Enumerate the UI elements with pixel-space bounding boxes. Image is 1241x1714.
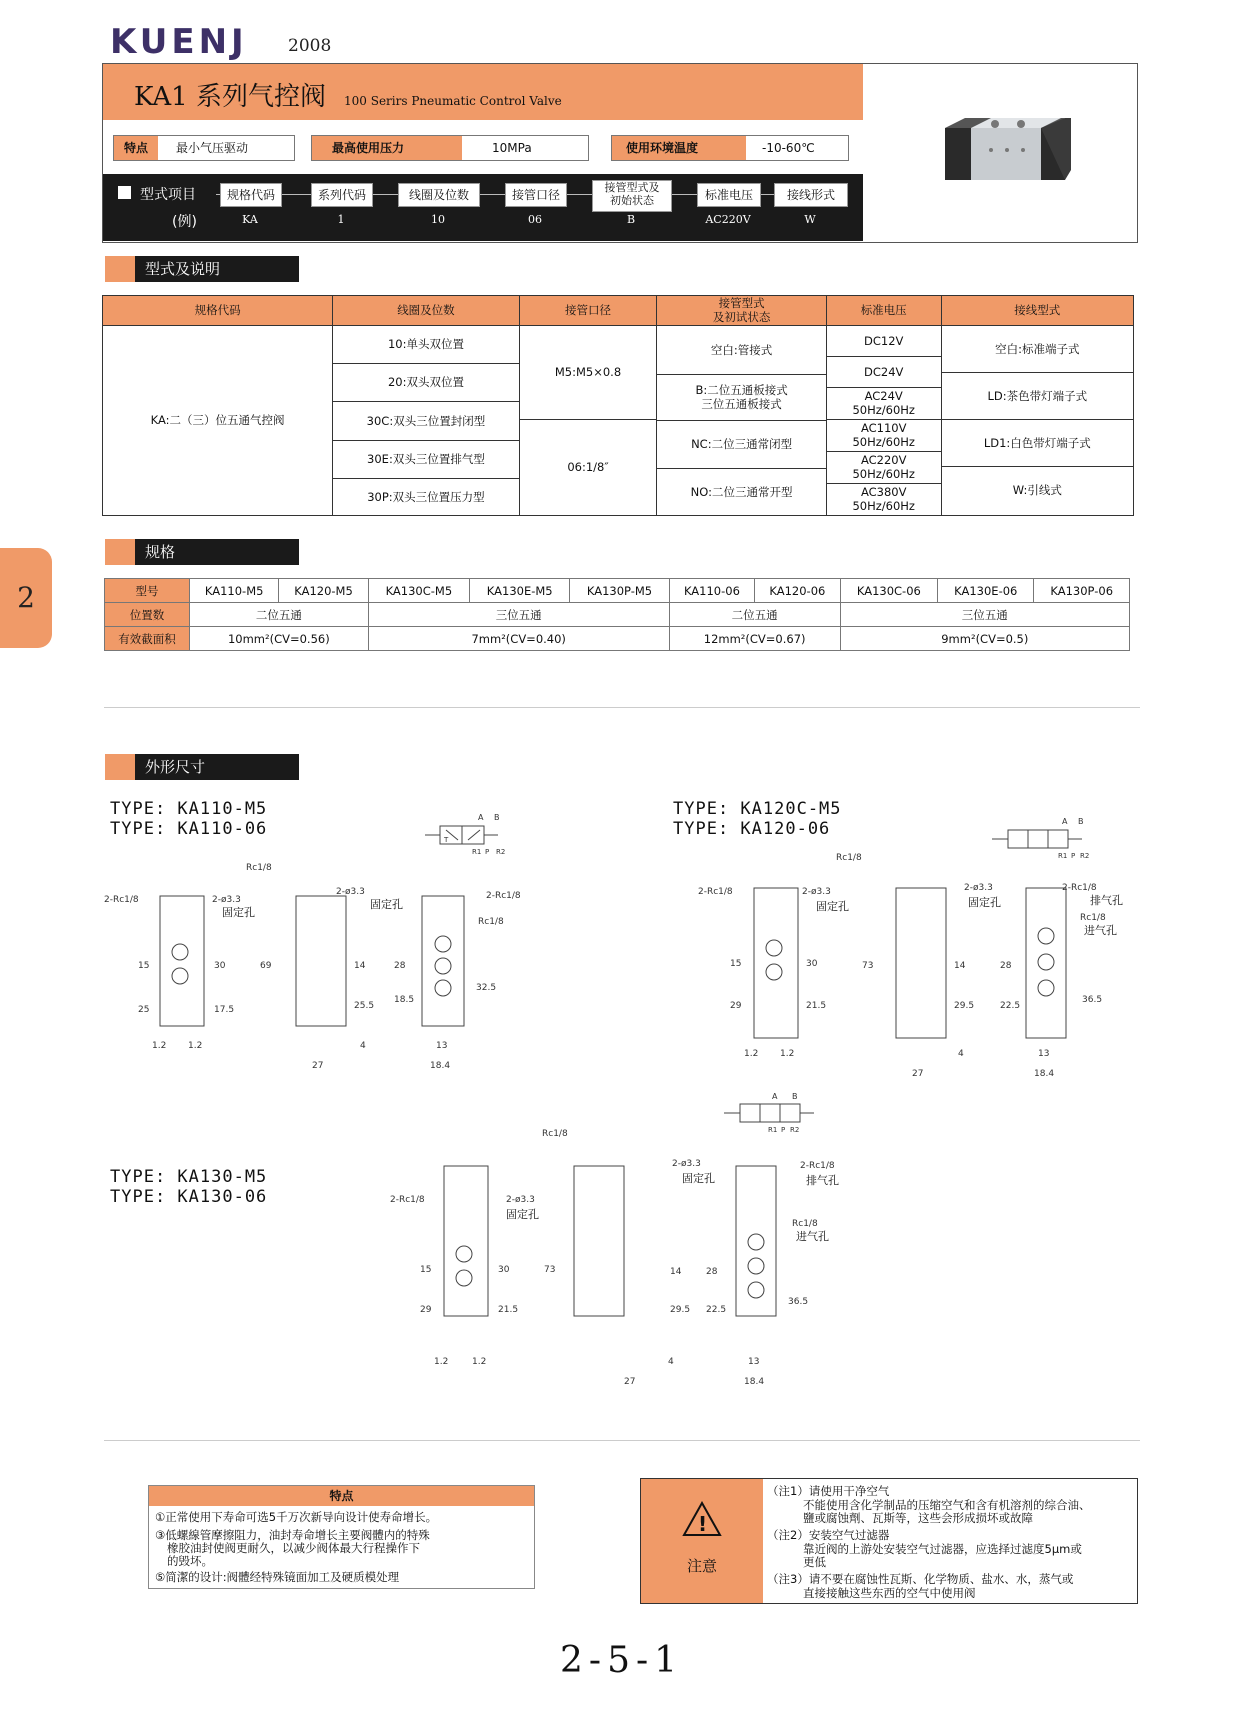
model-cell: KA130E-M5 (470, 579, 570, 603)
wiring-option: 空白:标准端子式 (942, 326, 1133, 373)
warning-icon (682, 1501, 722, 1537)
page-title: KA1 系列气控阀 (134, 82, 326, 112)
voltage-option: DC24V (827, 357, 941, 388)
svg-text:固定孔: 固定孔 (506, 1208, 539, 1221)
svg-text:22.5: 22.5 (1000, 1001, 1021, 1011)
svg-text:14: 14 (670, 1267, 682, 1277)
table-header: 线圈及位数 (333, 296, 519, 326)
port-type-option: NC:二位三通常闭型 (657, 421, 825, 469)
page-number: 2-5-1 (560, 1640, 684, 1681)
voltage-option: AC380V 50Hz/60Hz (852, 484, 915, 513)
model-cell: KA130C-M5 (368, 579, 469, 603)
svg-text:69: 69 (260, 961, 272, 971)
svg-text:1.2: 1.2 (780, 1049, 795, 1059)
table-header: 接线型式 (941, 296, 1133, 326)
model-cell: KA130C-06 (840, 579, 937, 603)
svg-text:14: 14 (954, 961, 966, 971)
code-example: 06 (528, 213, 542, 226)
wiring-option: W:引线式 (1012, 483, 1062, 497)
caution-note-1: （注1）请使用干净空气 不能使用含化学制品的压缩空气和含有机溶剂的综合油、 鹽或腐蚀劑、瓦斯等，这些会形成损坏或故障 (767, 1484, 1091, 1525)
svg-text:Rc1/8: Rc1/8 (1080, 913, 1106, 923)
svg-text:排气孔: 排气孔 (1090, 894, 1123, 907)
svg-text:A: A (478, 813, 484, 822)
svg-text:!: ! (698, 1512, 708, 1536)
feature-line: 橡胶油封使阀更耐久，以减少阀体最大行程操作下 (167, 1541, 420, 1555)
svg-text:B: B (494, 813, 500, 822)
svg-text:4: 4 (360, 1041, 366, 1051)
example-label: (例) (172, 214, 197, 230)
caution-box (640, 1478, 1138, 1604)
brand-year: 2008 (288, 36, 332, 56)
section-spec-label: 规格 (105, 539, 299, 565)
svg-text:15: 15 (138, 961, 150, 971)
svg-text:2-Rc1/8: 2-Rc1/8 (698, 887, 733, 897)
svg-text:21.5: 21.5 (498, 1305, 519, 1315)
svg-text:Rc1/8: Rc1/8 (246, 863, 272, 873)
model-cell: KA130E-06 (938, 579, 1034, 603)
divider (104, 1440, 1140, 1441)
port-option: 06:1/8″ (567, 460, 609, 474)
table-header: 规格代码 (103, 296, 333, 326)
svg-text:2-ø3.3: 2-ø3.3 (506, 1195, 535, 1205)
voltage-option: AC24V 50Hz/60Hz (827, 388, 941, 420)
model-cell: KA110-06 (669, 579, 754, 603)
section-dimension-label: 外形尺寸 (105, 754, 299, 780)
code-item: 接管口径 (505, 183, 567, 207)
svg-text:30: 30 (498, 1265, 510, 1275)
port-type-option: NO:二位三通常开型 (690, 485, 793, 499)
svg-text:2-ø3.3: 2-ø3.3 (672, 1159, 701, 1169)
model-table (102, 295, 1134, 516)
svg-text:R1: R1 (1058, 852, 1068, 860)
svg-text:18.5: 18.5 (394, 995, 415, 1005)
feature-line: ⑤简潔的设计:阀體经特殊镜面加工及硬质模处理 (155, 1570, 400, 1584)
svg-text:36.5: 36.5 (1082, 995, 1103, 1005)
code-example: AC220V (705, 213, 751, 226)
code-item: 接管型式及 初始状态 (592, 180, 672, 212)
svg-text:1.2: 1.2 (152, 1041, 167, 1051)
model-cell: KA120-M5 (279, 579, 368, 603)
svg-text:18.4: 18.4 (430, 1061, 451, 1071)
svg-text:2-ø3.3: 2-ø3.3 (802, 887, 831, 897)
model-cell: KA110-M5 (190, 579, 279, 603)
features-title: 特点 (149, 1486, 534, 1506)
model-label: 型式项目 (140, 187, 196, 203)
svg-text:2-Rc1/8: 2-Rc1/8 (104, 895, 139, 905)
svg-text:29.5: 29.5 (954, 1001, 975, 1011)
wiring-option: LD1:白色带灯端子式 (942, 420, 1133, 467)
table-header: 接管型式 及初试状态 (657, 296, 826, 326)
feature-line: 的毁坏。 (167, 1554, 213, 1568)
svg-text:13: 13 (436, 1041, 448, 1051)
svg-text:T: T (444, 836, 449, 844)
area-cell: 12mm²(CV=0.67) (669, 627, 840, 651)
svg-text:29: 29 (420, 1305, 432, 1315)
svg-text:29.5: 29.5 (670, 1305, 691, 1315)
voltage-option: AC220V 50Hz/60Hz (827, 452, 941, 484)
svg-text:固定孔: 固定孔 (968, 896, 1001, 909)
svg-text:R1: R1 (472, 848, 482, 856)
area-cell: 7mm²(CV=0.40) (368, 627, 669, 651)
svg-text:15: 15 (730, 959, 742, 969)
code-item: 系列代码 (311, 183, 373, 207)
svg-text:29: 29 (730, 1001, 742, 1011)
svg-text:1.2: 1.2 (434, 1357, 449, 1367)
type-label: TYPE: KA110-M5 TYPE: KA110-06 (110, 799, 268, 839)
svg-text:27: 27 (624, 1377, 636, 1387)
svg-text:P: P (781, 1126, 786, 1134)
svg-text:18.4: 18.4 (744, 1377, 765, 1387)
spec-table (104, 578, 1130, 651)
caution-note-2: （注2）安装空气过滤器 靠近阀的上游处安装空气过滤器，应选择过滤度5μm或 更低 (767, 1528, 1082, 1569)
brand-logo: KUENJ (110, 22, 248, 62)
svg-text:17.5: 17.5 (214, 1005, 235, 1015)
svg-text:28: 28 (1000, 961, 1012, 971)
area-cell: 9mm²(CV=0.5) (840, 627, 1129, 651)
code-example: 10 (431, 213, 445, 226)
dimension-drawing-ka110 (100, 800, 540, 1080)
features-box (148, 1485, 535, 1589)
code-item: 标准电压 (697, 183, 761, 207)
position-cell: 二位五通 (190, 603, 369, 627)
svg-text:4: 4 (668, 1357, 674, 1367)
feature-pill (311, 135, 589, 161)
svg-text:25: 25 (138, 1005, 150, 1015)
code-item: 线圈及位数 (398, 183, 480, 207)
svg-text:36.5: 36.5 (788, 1297, 809, 1307)
svg-text:R2: R2 (496, 848, 506, 856)
caution-note-3: （注3）请不要在腐蚀性瓦斯、化学物质、盐水、水，蒸气或 直接接触这些东西的空气中使用阀 (767, 1572, 1074, 1600)
code-example: KA (242, 213, 258, 226)
svg-text:A: A (1062, 817, 1068, 826)
model-cell: KA130P-M5 (570, 579, 669, 603)
svg-text:28: 28 (394, 961, 406, 971)
svg-text:Rc1/8: Rc1/8 (542, 1129, 568, 1139)
feature-row (103, 120, 863, 174)
feature-pill (113, 135, 295, 161)
svg-text:1.2: 1.2 (188, 1041, 203, 1051)
feature-value: 最小气压驱动 (176, 141, 249, 155)
code-example: W (804, 213, 816, 226)
pneumatic-symbol-icon (992, 830, 1082, 848)
svg-text:15: 15 (420, 1265, 432, 1275)
section-model-label: 型式及说明 (105, 256, 299, 282)
voltage-option: AC110V 50Hz/60Hz (827, 420, 941, 452)
voltage-option: DC12V (827, 326, 941, 357)
model-cell: KA130P-06 (1034, 579, 1130, 603)
svg-text:进气孔: 进气孔 (1084, 924, 1117, 937)
svg-text:32.5: 32.5 (476, 983, 497, 993)
svg-text:22.5: 22.5 (706, 1305, 727, 1315)
svg-text:13: 13 (748, 1357, 760, 1367)
svg-text:R2: R2 (790, 1126, 800, 1134)
coil-option: 20:双头双位置 (333, 364, 518, 402)
svg-text:28: 28 (706, 1267, 718, 1277)
checkbox-icon (118, 186, 131, 199)
spec-code-cell: KA:二（三）位五通气控阀 (103, 326, 333, 516)
type-label: TYPE: KA130-M5 TYPE: KA130-06 (110, 1167, 268, 1207)
feature-line: ①正常使用下寿命可选5千万次新导向设计使寿命增长。 (155, 1510, 438, 1524)
code-item: 规格代码 (220, 183, 282, 207)
position-cell: 三位五通 (840, 603, 1129, 627)
svg-text:13: 13 (1038, 1049, 1050, 1059)
svg-text:1.2: 1.2 (472, 1357, 487, 1367)
svg-text:排气孔: 排气孔 (806, 1174, 839, 1187)
table-header: 标准电压 (826, 296, 941, 326)
port-option: M5:M5×0.8 (520, 326, 657, 420)
svg-text:18.4: 18.4 (1034, 1069, 1055, 1079)
svg-text:2-Rc1/8: 2-Rc1/8 (1062, 883, 1097, 893)
svg-text:1.2: 1.2 (744, 1049, 759, 1059)
svg-text:进气孔: 进气孔 (796, 1230, 829, 1243)
caution-label: 注意 (686, 1557, 717, 1575)
svg-text:27: 27 (312, 1061, 324, 1071)
svg-text:2-ø3.3: 2-ø3.3 (212, 895, 241, 905)
code-example: 1 (337, 213, 345, 226)
wiring-option: LD:茶色带灯端子式 (942, 373, 1133, 420)
feature-label: 最高使用压力 (312, 136, 462, 160)
row-label: 型号 (105, 579, 190, 603)
coil-option: 30P:双头三位置压力型 (367, 490, 485, 504)
pneumatic-symbol-icon (425, 826, 498, 844)
feature-pill (611, 135, 849, 161)
code-example: B (626, 213, 636, 226)
svg-text:30: 30 (806, 959, 818, 969)
coil-option: 10:单头双位置 (333, 326, 518, 364)
svg-text:73: 73 (862, 961, 874, 971)
svg-text:14: 14 (354, 961, 366, 971)
svg-text:2-Rc1/8: 2-Rc1/8 (800, 1161, 835, 1171)
dimension-drawing-ka130 (380, 1090, 860, 1390)
svg-text:R2: R2 (1080, 852, 1090, 860)
svg-text:Rc1/8: Rc1/8 (478, 917, 504, 927)
svg-text:30: 30 (214, 961, 226, 971)
svg-text:73: 73 (544, 1265, 556, 1275)
table-header: 接管口径 (519, 296, 657, 326)
svg-text:21.5: 21.5 (806, 1001, 827, 1011)
svg-text:Rc1/8: Rc1/8 (836, 853, 862, 863)
svg-text:固定孔: 固定孔 (682, 1172, 715, 1185)
divider (104, 707, 1140, 708)
port-type-option: 空白:管接式 (657, 326, 825, 375)
feature-label: 使用环境温度 (612, 136, 746, 160)
port-type-option: B:二位五通板接式 三位五通板接式 (657, 375, 825, 421)
svg-text:B: B (792, 1092, 798, 1101)
svg-text:B: B (1078, 817, 1084, 826)
area-cell: 10mm²(CV=0.56) (190, 627, 369, 651)
chapter-tab: 2 (0, 548, 52, 648)
svg-text:2-Rc1/8: 2-Rc1/8 (486, 891, 521, 901)
feature-line: ③低螺線管摩擦阻力，油封寿命增长主要阀體内的特殊 (155, 1528, 430, 1542)
svg-text:P: P (1071, 852, 1076, 860)
svg-text:P: P (485, 848, 490, 856)
coil-option: 30C:双头三位置封闭型 (333, 402, 518, 441)
svg-text:Rc1/8: Rc1/8 (792, 1219, 818, 1229)
coil-option: 30E:双头三位置排气型 (333, 441, 518, 479)
dimension-drawing-ka120 (668, 808, 1128, 1088)
svg-text:27: 27 (912, 1069, 924, 1079)
feature-label: 特点 (114, 136, 158, 160)
row-label: 位置数 (105, 603, 190, 627)
row-label: 有效截面积 (105, 627, 190, 651)
caution-panel (641, 1479, 763, 1603)
svg-text:R1: R1 (768, 1126, 778, 1134)
svg-text:A: A (772, 1092, 778, 1101)
page-subtitle: 100 Serirs Pneumatic Control Valve (344, 94, 562, 108)
valve-product-image (925, 110, 1075, 190)
position-cell: 三位五通 (368, 603, 669, 627)
position-cell: 二位五通 (669, 603, 840, 627)
model-cell: KA120-06 (755, 579, 840, 603)
svg-text:固定孔: 固定孔 (370, 898, 403, 911)
feature-value: -10-60℃ (762, 141, 815, 155)
svg-text:2-ø3.3: 2-ø3.3 (336, 887, 365, 897)
pneumatic-symbol-icon (724, 1104, 814, 1122)
svg-text:2-Rc1/8: 2-Rc1/8 (390, 1195, 425, 1205)
svg-text:2-ø3.3: 2-ø3.3 (964, 883, 993, 893)
svg-text:固定孔: 固定孔 (816, 900, 849, 913)
feature-value: 10MPa (492, 141, 532, 155)
svg-text:固定孔: 固定孔 (222, 906, 255, 919)
code-item: 接线形式 (774, 183, 848, 207)
svg-text:25.5: 25.5 (354, 1001, 375, 1011)
svg-text:4: 4 (958, 1049, 964, 1059)
type-label: TYPE: KA120C-M5 TYPE: KA120-06 (673, 799, 842, 839)
